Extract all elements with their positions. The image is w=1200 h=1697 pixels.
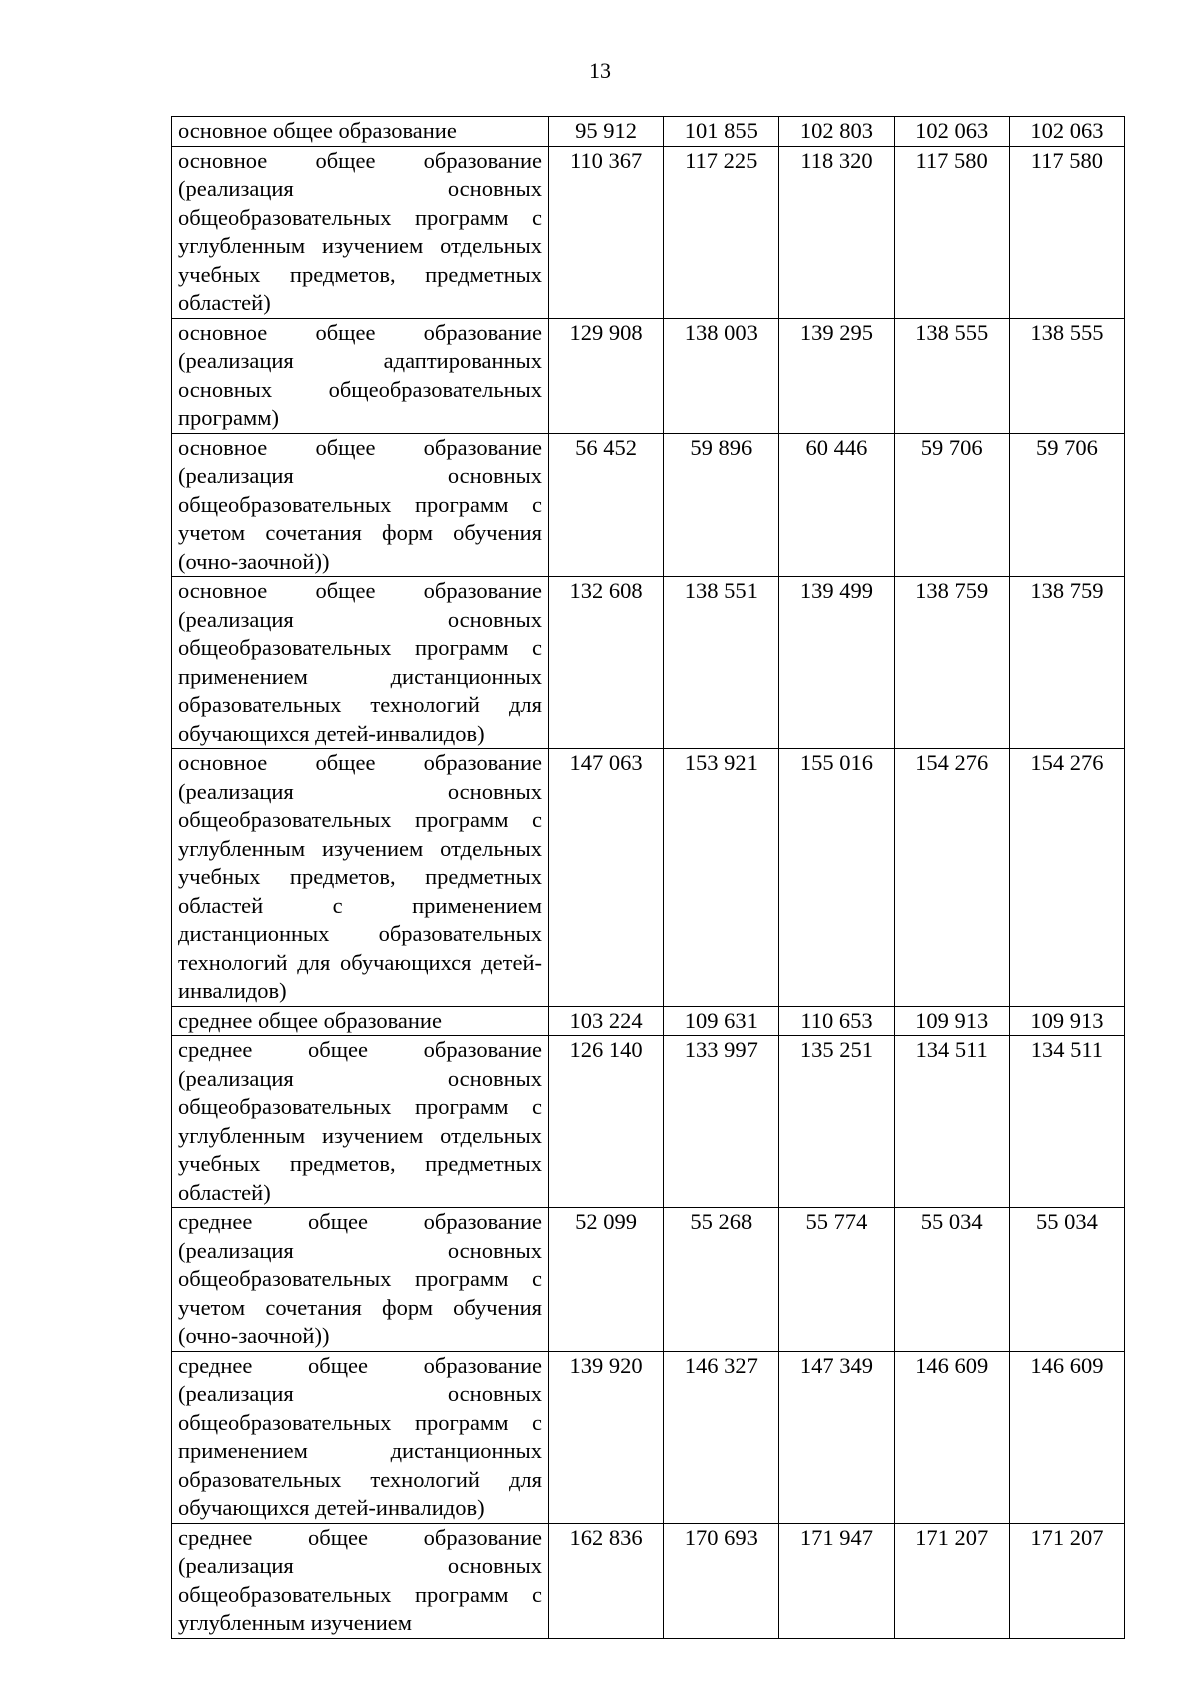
value-cell: 171 207 [894, 1523, 1009, 1638]
row-label: основное общее образование (реализация адаптированных основных общеобразовательных программ) [172, 318, 549, 433]
value-cell: 133 997 [664, 1036, 779, 1208]
table-row [172, 1006, 1125, 1036]
row-label: среднее общее образование (реализация основных общеобразовательных программ с углубленным изучением отдельных учебных предметов, предметных областей) [172, 1036, 549, 1208]
value-cell: 154 276 [894, 749, 1009, 1007]
table-row [172, 577, 1125, 749]
value-cell: 109 913 [894, 1006, 1009, 1036]
row-label: среднее общее образование [172, 1006, 549, 1036]
value-cell: 132 608 [549, 577, 664, 749]
value-cell: 134 511 [1009, 1036, 1124, 1208]
value-cell: 55 034 [1009, 1208, 1124, 1352]
value-cell: 110 367 [549, 146, 664, 318]
value-cell: 138 759 [1009, 577, 1124, 749]
value-cell: 102 803 [779, 117, 894, 147]
value-cell: 103 224 [549, 1006, 664, 1036]
value-cell: 129 908 [549, 318, 664, 433]
value-cell: 135 251 [779, 1036, 894, 1208]
table-row [172, 1208, 1125, 1352]
value-cell: 139 920 [549, 1351, 664, 1523]
value-cell: 134 511 [894, 1036, 1009, 1208]
row-label: среднее общее образование (реализация основных общеобразовательных программ с применением дистанционных образовательных технологий для обучающихся детей-инвалидов) [172, 1351, 549, 1523]
value-cell: 102 063 [894, 117, 1009, 147]
value-cell: 117 225 [664, 146, 779, 318]
table-row [172, 1036, 1125, 1208]
value-cell: 59 706 [1009, 433, 1124, 577]
table-row [172, 433, 1125, 577]
value-cell: 138 555 [1009, 318, 1124, 433]
value-cell: 171 207 [1009, 1523, 1124, 1638]
value-cell: 162 836 [549, 1523, 664, 1638]
value-cell: 154 276 [1009, 749, 1124, 1007]
value-cell: 117 580 [1009, 146, 1124, 318]
row-label: среднее общее образование (реализация основных общеобразовательных программ с учетом сочетания форм обучения (очно-заочной)) [172, 1208, 549, 1352]
value-cell: 155 016 [779, 749, 894, 1007]
value-cell: 55 268 [664, 1208, 779, 1352]
value-cell: 101 855 [664, 117, 779, 147]
value-cell: 59 706 [894, 433, 1009, 577]
value-cell: 146 327 [664, 1351, 779, 1523]
value-cell: 109 913 [1009, 1006, 1124, 1036]
row-label: основное общее образование [172, 117, 549, 147]
table-row [172, 318, 1125, 433]
row-label: основное общее образование (реализация основных общеобразовательных программ с учетом сочетания форм обучения (очно-заочной)) [172, 433, 549, 577]
value-cell: 138 759 [894, 577, 1009, 749]
value-cell: 59 896 [664, 433, 779, 577]
value-cell: 146 609 [894, 1351, 1009, 1523]
value-cell: 95 912 [549, 117, 664, 147]
value-cell: 170 693 [664, 1523, 779, 1638]
cost-table [171, 116, 1125, 1639]
table-row [172, 1351, 1125, 1523]
value-cell: 110 653 [779, 1006, 894, 1036]
row-label: среднее общее образование (реализация основных общеобразовательных программ с углубленным изучением [172, 1523, 549, 1638]
value-cell: 138 551 [664, 577, 779, 749]
table-row [172, 117, 1125, 147]
value-cell: 56 452 [549, 433, 664, 577]
value-cell: 117 580 [894, 146, 1009, 318]
page-number: 13 [589, 58, 611, 83]
value-cell: 52 099 [549, 1208, 664, 1352]
table-row [172, 749, 1125, 1007]
table-row [172, 146, 1125, 318]
value-cell: 139 295 [779, 318, 894, 433]
value-cell: 60 446 [779, 433, 894, 577]
value-cell: 138 555 [894, 318, 1009, 433]
value-cell: 126 140 [549, 1036, 664, 1208]
value-cell: 153 921 [664, 749, 779, 1007]
value-cell: 147 349 [779, 1351, 894, 1523]
table-body [172, 117, 1125, 1639]
value-cell: 102 063 [1009, 117, 1124, 147]
value-cell: 171 947 [779, 1523, 894, 1638]
value-cell: 138 003 [664, 318, 779, 433]
value-cell: 139 499 [779, 577, 894, 749]
row-label: основное общее образование (реализация основных общеобразовательных программ с углубленным изучением отдельных учебных предметов, предметных областей) [172, 146, 549, 318]
value-cell: 118 320 [779, 146, 894, 318]
value-cell: 109 631 [664, 1006, 779, 1036]
table-row [172, 1523, 1125, 1638]
value-cell: 55 774 [779, 1208, 894, 1352]
row-label: основное общее образование (реализация основных общеобразовательных программ с углубленным изучением отдельных учебных предметов, предметных областей с применением дистанционных образовательных технологий для обучающихся детей-инвалидов) [172, 749, 549, 1007]
row-label: основное общее образование (реализация основных общеобразовательных программ с применением дистанционных образовательных технологий для обучающихся детей-инвалидов) [172, 577, 549, 749]
value-cell: 147 063 [549, 749, 664, 1007]
value-cell: 55 034 [894, 1208, 1009, 1352]
value-cell: 146 609 [1009, 1351, 1124, 1523]
